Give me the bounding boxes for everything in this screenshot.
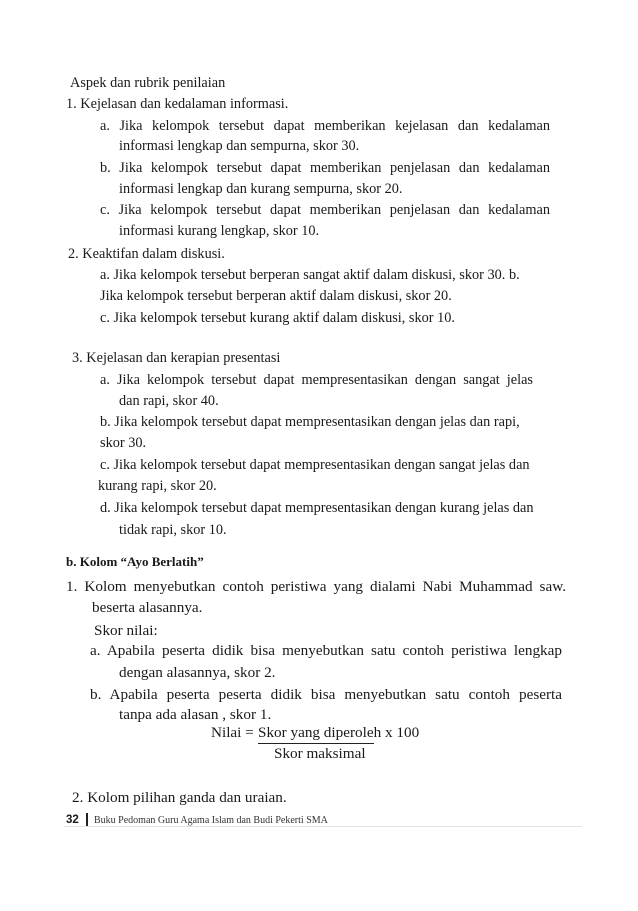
formula-numerator: Skor yang diperoleh (258, 724, 382, 741)
formula-denominator: Skor maksimal (274, 745, 366, 762)
formula-lhs: Nilai = (211, 724, 254, 741)
section-b-a-line2: dengan alasannya, skor 2. (119, 664, 276, 681)
section-b-item-2: 2. Kolom pilihan ganda dan uraian. (72, 789, 287, 806)
criterion-2-a-line2: Jika kelompok tersebut berperan aktif dalam diskusi, skor 20. (100, 288, 452, 304)
section-b-a-line1: a. Apabila peserta didik bisa menyebutkan satu contoh peristiwa lengkap (90, 642, 562, 659)
criterion-3-b-line2: skor 30. (100, 435, 147, 451)
criterion-1-title: 1. Kejelasan dan kedalaman informasi. (66, 96, 289, 112)
criterion-2-title: 2. Keaktifan dalam diskusi. (68, 246, 225, 262)
section-b-b-line2: tanpa ada alasan , skor 1. (119, 706, 272, 723)
criterion-1-b-line1: b. Jika kelompok tersebut dapat memberikan penjelasan dan kedalaman (100, 160, 550, 176)
criterion-1-a-line1: a. Jika kelompok tersebut dapat memberikan kejelasan dan kedalaman (100, 118, 550, 134)
footer-divider (86, 813, 88, 826)
criterion-3-b-line1: b. Jika kelompok tersebut dapat mempresentasikan dengan jelas dan rapi, (100, 414, 520, 430)
page-number: 32 (66, 814, 79, 826)
criterion-2-c: c. Jika kelompok tersebut kurang aktif dalam diskusi, skor 10. (100, 310, 455, 326)
section-b-item-1-line1: 1. Kolom menyebutkan contoh peristiwa yang dialami Nabi Muhammad saw. (66, 578, 566, 595)
criterion-3-a-line2: dan rapi, skor 40. (119, 393, 219, 409)
criterion-1-c-line1: c. Jika kelompok tersebut dapat memberikan penjelasan dan kedalaman (100, 202, 550, 218)
criterion-3-d-line2: tidak rapi, skor 10. (119, 522, 227, 538)
fraction-bar (258, 743, 374, 744)
criterion-1-a-line2: informasi lengkap dan sempurna, skor 30. (119, 138, 360, 154)
rubric-heading: Aspek dan rubrik penilaian (70, 75, 226, 91)
section-b-b-line1: b. Apabila peserta peserta didik bisa menyebutkan satu contoh peserta (90, 686, 562, 703)
criterion-3-title: 3. Kejelasan dan kerapian presentasi (72, 350, 281, 366)
footer-book-title: Buku Pedoman Guru Agama Islam dan Budi Pekerti SMA (94, 815, 328, 826)
criterion-3-a-line1: a. Jika kelompok tersebut dapat mempresentasikan dengan sangat jelas (100, 372, 533, 388)
criterion-3-c-line2: kurang rapi, skor 20. (98, 478, 217, 494)
section-b-item-1-line2: beserta alasannya. (92, 599, 203, 616)
criterion-1-b-line2: informasi lengkap dan kurang sempurna, skor 20. (119, 181, 403, 197)
score-label: Skor nilai: (94, 622, 158, 639)
criterion-3-c-line1: c. Jika kelompok tersebut dapat mempresentasikan dengan sangat jelas dan (100, 457, 530, 473)
formula-multiplier: x 100 (385, 724, 420, 741)
criterion-3-d-line1: d. Jika kelompok tersebut dapat mempresentasikan dengan kurang jelas dan (100, 500, 534, 516)
footer-rule (64, 826, 582, 827)
section-b-heading: b. Kolom “Ayo Berlatih” (66, 554, 204, 569)
criterion-2-a-line1: a. Jika kelompok tersebut berperan sangat aktif dalam diskusi, skor 30. b. (100, 267, 520, 283)
criterion-1-c-line2: informasi kurang lengkap, skor 10. (119, 223, 320, 239)
